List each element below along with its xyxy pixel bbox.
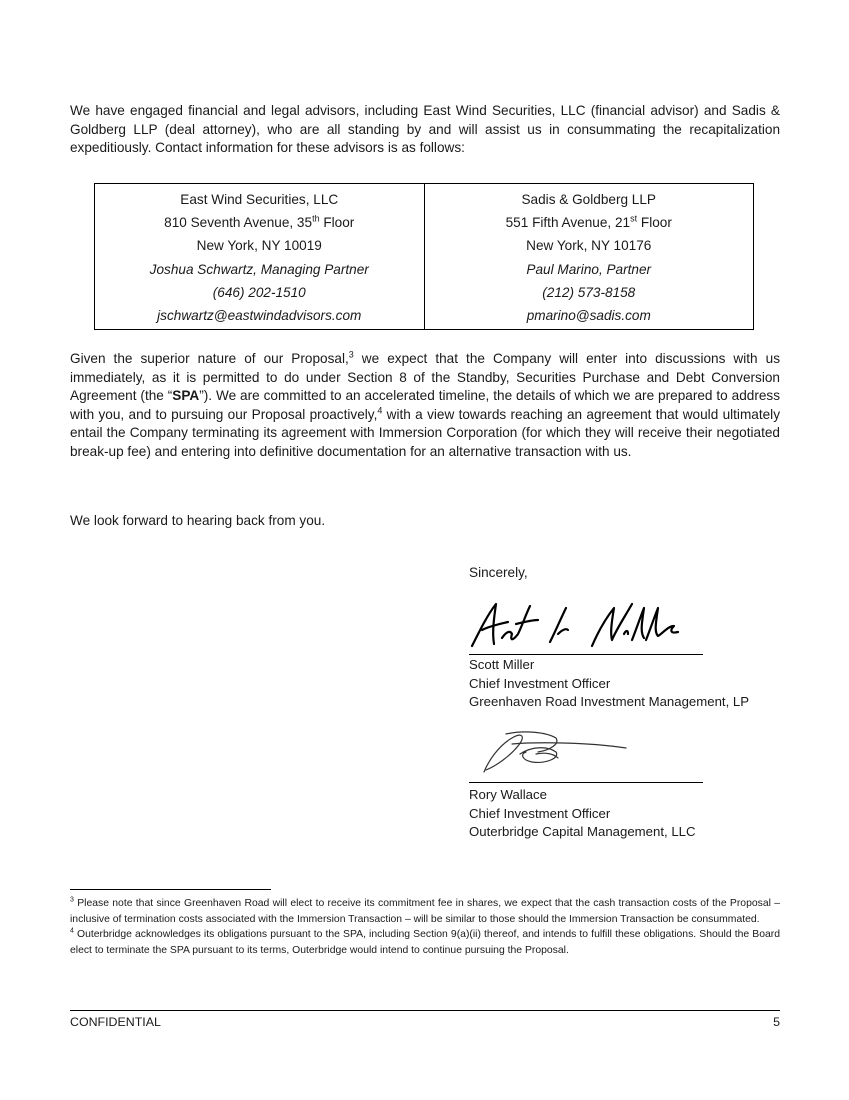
signatory-block-miller [469,656,749,712]
footnote-3: $^3$ Please note that since Greenhaven Road will elect to receive its commitment fee in shares, we expect that the cash transaction costs of the Proposal – inclusive of termination costs associated with the Immersion Transaction – will be similar to those should the Immersion Transaction be consummated. [70,896,780,925]
proposal-paragraph: Given the superior nature of our Proposal,$^3$ we expect that the Company will enter into discussions with us immediately, as it is permitted to do under Section 8 of the Standby, Securities Purchase and Debt Conversion Agreement (the “SPA”). We are committed to an accelerated timeline, the details of which we are prepared to address with you, and to pursuing our Proposal proactively,$^4$ with a view towards reaching an agreement that would ultimately entail the Company terminating its agreement with Immersion Corporation (for which they will receive their negotiated break-up fee) and entering into definitive documentation for an alternative transaction with us. [70,349,780,459]
signatory-title: Chief Investment Officer [469,675,611,691]
signature-rory-wallace-icon [476,724,636,776]
advisor-name: East Wind Securities, LLC [180,192,339,207]
advisor-email[interactable]: jschwartz@eastwindadvisors.com [157,308,362,324]
signatory-name: Rory Wallace [469,787,547,802]
signatory-company: Greenhaven Road Investment Management, LP [469,694,750,710]
advisor-contact: Paul Marino, Partner [526,261,652,277]
footnote-4: $^4$ Outerbridge acknowledges its obligations pursuant to the SPA, including Section 9(a)(ii) thereof, and intends to fulfill these obligations. Should the Board elect to terminate the SPA pursuant to its terms, Outerbridge would intend to continue pursuing the Proposal. [70,927,780,956]
signatory-title: Chief Investment Officer [469,805,611,821]
advisor-phone: (646) 202-1510 [212,284,306,300]
footer-separator [70,1010,780,1011]
signatory-company: Outerbridge Capital Management, LLC [469,824,696,840]
advisor-phone: (212) 573-8158 [542,284,636,300]
closing-line: We look forward to hearing back from you. [70,513,326,528]
spa-term: SPA [172,388,200,403]
advisor-email[interactable]: pmarino@sadis.com [526,308,651,324]
footnote-ref-3[interactable]: 3 [348,349,354,360]
intro-paragraph: We have engaged financial and legal advisors, including East Wind Securities, LLC (financial advisor) and Sadis & Goldberg LLP (deal attorney), who are all standing by and will assist us in consummating the recapitalization expeditiously. Contact information for these advisors is as follows: [70,103,780,155]
footnote-separator [70,889,271,890]
signatory-block-wallace [469,786,696,842]
page-number: 5 [773,1015,780,1029]
advisors-row [95,184,754,330]
advisors-table [94,183,754,330]
signature-scott-miller-icon [466,596,696,654]
advisor-city: New York, NY 10176 [526,238,652,254]
advisor-address: 551 Fifth Avenue, 21st Floor [505,213,672,231]
footnote-ref-4[interactable]: 4 [377,404,383,415]
advisor-name: Sadis & Goldberg LLP [521,192,656,207]
advisor-cell-east-wind [95,184,425,330]
advisor-city: New York, NY 10019 [196,238,322,254]
signature-line [469,654,703,655]
confidential-label: CONFIDENTIAL [70,1015,161,1029]
signatory-name: Scott Miller [469,657,535,672]
advisor-address: 810 Seventh Avenue, 35th Floor [164,213,355,231]
signoff: Sincerely, [469,565,528,580]
advisor-cell-sadis-goldberg [424,184,754,330]
footnotes [70,896,780,958]
advisor-contact: Joshua Schwartz, Managing Partner [149,261,369,277]
signature-line [469,782,703,783]
